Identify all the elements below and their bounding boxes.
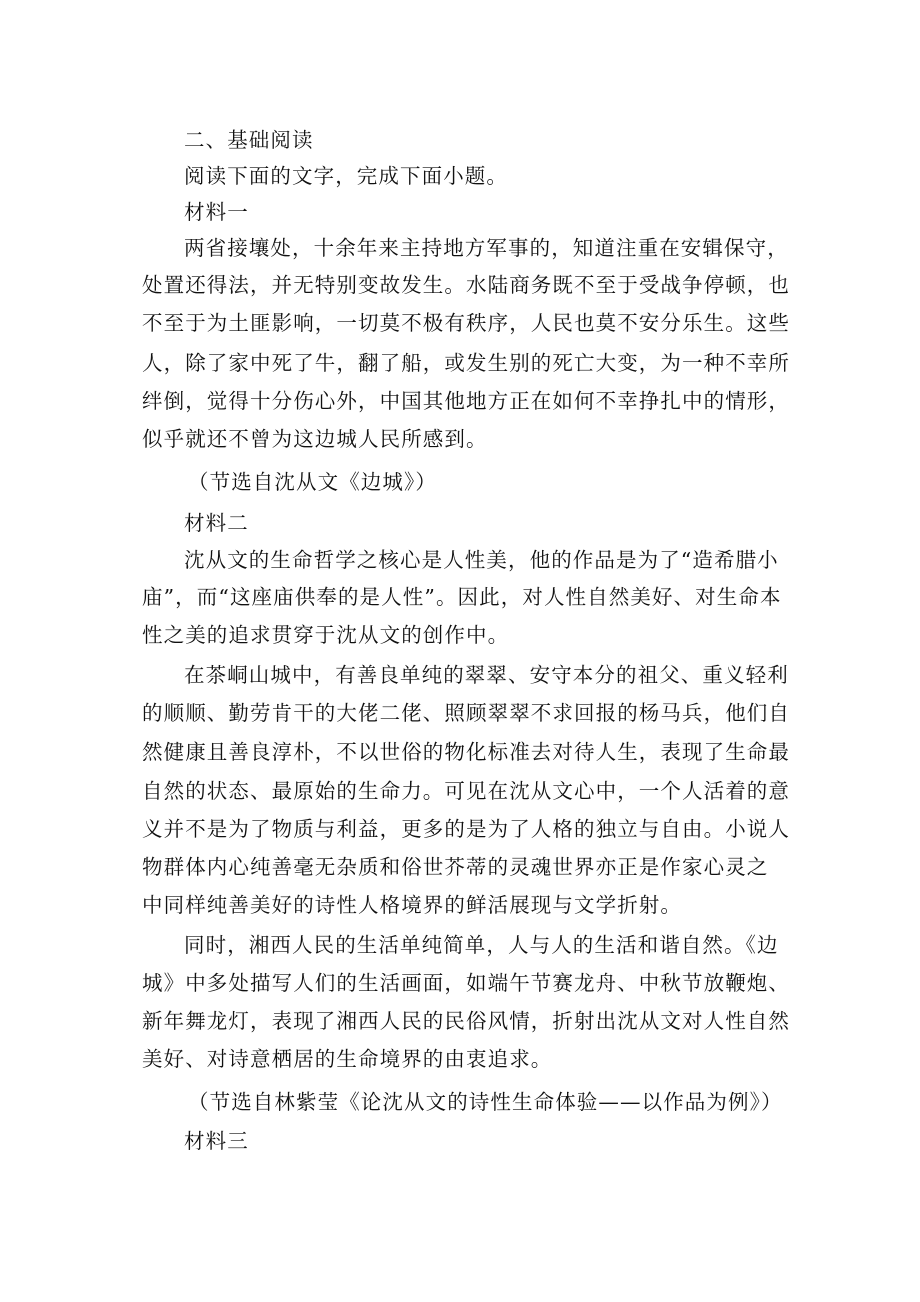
material2-p2-line: 在茶峒山城中，有善良单纯的翠翠、安守本分的祖父、重义轻利 (184, 663, 789, 687)
material2-p2-line: 的顺顺、勤劳肯干的大佬二佬、照顾翠翠不求回报的杨马兵，他们自 (142, 701, 790, 725)
material2-p3-line: 美好、对诗意栖居的生命境界的由衷追求。 (142, 1047, 553, 1071)
material1-line: 处置还得法，并无特别变故发生。水陆商务既不至于受战争停顿，也 (142, 273, 790, 297)
material2-label: 材料二 (184, 511, 249, 535)
material2-p2-line: 自然的状态、最原始的生命力。可见在沈从文心中，一个人活着的意 (142, 779, 790, 803)
material2-p1-line: 庙”，而“这座庙供奉的是人性”。因此，对人性自然美好、对生命本 (142, 585, 782, 609)
material2-p2-line: 中同样纯善美好的诗性人格境界的鲜活展现与文学折射。 (142, 893, 682, 917)
section-heading: 二、基础阅读 (184, 128, 314, 152)
material2-p3-line: 同时，湘西人民的生活单纯简单，人与人的生活和谐自然。《边 (184, 933, 779, 957)
material1-line: 两省接壤处，十余年来主持地方军事的，知道注重在安辑保守， (184, 236, 789, 260)
material3-label: 材料三 (184, 1129, 249, 1153)
material1-label: 材料一 (184, 200, 249, 224)
material2-source: （节选自林紫莹《论沈从文的诗性生命体验——以作品为例》） (188, 1090, 783, 1114)
material2-p3-line: 新年舞龙灯，表现了湘西人民的民俗风情，折射出沈从文对人性自然 (142, 1009, 790, 1033)
material2-p2-line: 物群体内心纯善毫无杂质和俗世芥蒂的灵魂世界亦正是作家心灵之 (142, 855, 769, 879)
material2-p1-line: 性之美的追求贯穿于沈从文的创作中。 (142, 623, 510, 647)
material2-p1-line: 沈从文的生命哲学之核心是人性美，他的作品是为了“造希腊小 (184, 548, 779, 572)
material1-line: 人，除了家中死了牛，翻了船，或发生别的死亡大变，为一种不幸所 (142, 351, 790, 375)
material1-source: （节选自沈从文《边城》） (188, 470, 437, 494)
material1-line: 似乎就还不曾为这边城人民所感到。 (142, 427, 488, 451)
material1-line: 绊倒，觉得十分伤心外，中国其他地方正在如何不幸挣扎中的情形， (142, 389, 790, 413)
material2-p2-line: 义并不是为了物质与利益，更多的是为了人格的独立与自由。小说人 (142, 817, 790, 841)
material2-p3-line: 城》中多处描写人们的生活画面，如端午节赛龙舟、中秋节放鞭炮、 (142, 971, 790, 995)
material1-line: 不至于为土匪影响，一切莫不极有秩序，人民也莫不安分乐生。这些 (142, 311, 790, 335)
instruction-text: 阅读下面的文字，完成下面小题。 (184, 164, 508, 188)
material2-p2-line: 然健康且善良淳朴，不以世俗的物化标准去对待人生，表现了生命最 (142, 740, 790, 764)
